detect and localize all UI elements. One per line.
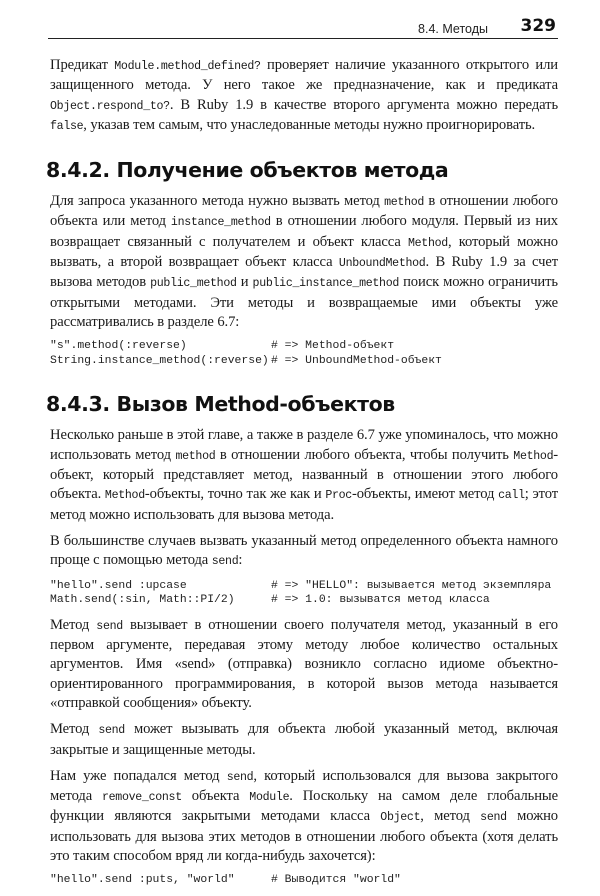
text: может вызывать для объекта любой указанный метод, включая закрытые и защищенные методы.: [50, 721, 558, 758]
code-text: String.instance_method(:reverse): [50, 354, 269, 367]
inline-code: send: [98, 724, 125, 738]
text: Предикат: [50, 57, 115, 73]
inline-code: Method: [104, 489, 145, 503]
header-section-title: 8.4. Методы: [418, 22, 488, 36]
text: в отношении любого объекта или метод: [50, 193, 558, 230]
inline-code: method: [175, 449, 216, 463]
inline-code: Object: [380, 811, 421, 825]
intro-paragraph: [50, 56, 558, 136]
text: Нам уже попадался метод: [50, 767, 227, 784]
code-comment: # Выводится "world": [271, 874, 401, 887]
inline-code: instance_method: [170, 216, 271, 230]
code-line: [50, 593, 558, 608]
inline-code: public_method: [150, 277, 237, 291]
text: -объект, который представляет метод, названный в отношении этого любого объекта.: [50, 446, 559, 503]
inline-code: send: [96, 619, 123, 633]
text: Метод: [50, 616, 97, 633]
text: в отношении любого объекта, чтобы получить: [215, 446, 514, 463]
section-heading-8-4-2: 8.4.2. Получение объектов метода: [46, 158, 449, 183]
code-line: [50, 354, 558, 369]
inline-code: Method: [407, 236, 448, 250]
inline-code: send: [480, 811, 507, 825]
text: , указав тем самым, что унаследованные методы нужно проигнорировать.: [83, 116, 536, 133]
text: В большинстве случаев вызвать указанный метод определенного объекта намного проще с помощью метода: [50, 532, 558, 569]
code-line: [50, 579, 558, 594]
code-example-send: [50, 579, 558, 608]
code-line: [50, 873, 558, 888]
text: Для запроса указанного метода нужно вызвать метод: [50, 193, 385, 210]
inline-code: Module.method_defined?: [114, 60, 261, 73]
inline-code: false: [50, 119, 84, 133]
text: -объекты, точно так же как и: [144, 486, 326, 503]
text: . В Ruby 1.9 за счет вызова методов: [50, 254, 558, 291]
code-text: "hello".send :puts, "world": [50, 874, 235, 887]
section-8-4-3-paragraph-3: [50, 616, 558, 713]
code-comment: # => Method-объект: [271, 340, 395, 353]
inline-code: Method: [513, 449, 554, 463]
code-example-send-puts: [50, 873, 558, 888]
inline-code: Module: [249, 791, 290, 805]
text: в отношении любого модуля. Первый из них возвращает связанный с получателем и объект класса: [50, 213, 558, 250]
section-8-4-3-paragraph-1: [50, 426, 558, 524]
code-text: Math.send(:sin, Math::PI/2): [50, 594, 235, 607]
text: -объекты, имеют метод: [351, 486, 499, 503]
running-header: [48, 16, 558, 39]
page-body: [46, 56, 559, 896]
text: . В Ruby 1.9 в качестве второго аргумента можно передать: [169, 96, 558, 113]
text: , который можно вызвать, а второй возвращает объект класса: [50, 233, 558, 271]
text: можно использовать для вызова этих методов в отношении любого объекта (хотя делать это таким способом вряд ли когда-нибудь захочется):: [50, 808, 558, 864]
inline-code: public_instance_method: [252, 277, 400, 291]
inline-code: Object.respond_to?: [50, 99, 170, 113]
section-8-4-3-paragraph-5: [50, 767, 558, 866]
code-line: [50, 339, 558, 354]
inline-code: Proc: [325, 489, 352, 503]
inline-code: send: [211, 555, 239, 569]
inline-code: method: [384, 196, 425, 210]
text: и: [236, 274, 253, 291]
code-comment: # => "HELLO": вызывается метод экземпляра: [271, 579, 552, 592]
code-comment: # => UnboundMethod-объект: [271, 354, 442, 367]
text: поиск можно ограничить открытыми методами. Эти методы и возвращаемые ими объекты уже рассматривались в разделе 6.7:: [50, 274, 558, 330]
text: , метод: [420, 808, 481, 825]
code-text: "hello".send :upcase: [50, 579, 187, 592]
code-example-method-objects: [50, 339, 558, 368]
code-comment: # => 1.0: вызыватся метод класса: [271, 594, 490, 607]
code-text: "s".method(:reverse): [50, 340, 187, 353]
text: вызывает в отношении своего получателя метод, указанный в его первом аргументе, передавая этому методу любое количество остальных аргументов. Имя «send» (отправка) возникло согласно идиоме объектно-ориентированного программирования, в которой вызов метода называется «отправкой сообщения» объекту.: [50, 616, 558, 711]
section-8-4-3-paragraph-4: [50, 720, 558, 760]
text: Несколько раньше в этой главе, а также в разделе 6.7 уже упоминалось, что можно использовать метод: [50, 427, 558, 463]
inline-code: UnboundMethod: [338, 257, 426, 271]
inline-code: send: [226, 770, 254, 784]
section-8-4-2-paragraph: [50, 192, 558, 332]
section-8-4-3-paragraph-2: [50, 532, 558, 572]
page-number: 329: [520, 16, 556, 36]
text: Метод: [50, 721, 99, 738]
inline-code: remove_const: [101, 791, 182, 805]
section-heading-8-4-3: 8.4.3. Вызов Method-объектов: [46, 392, 395, 417]
text: . Поскольку на самом деле глобальные функции являются закрытыми методами класса: [50, 788, 559, 825]
text: ; этот метод можно использовать для вызова метода.: [50, 486, 558, 523]
text: :: [238, 552, 243, 569]
text: объекта: [181, 788, 250, 805]
inline-code: call: [498, 489, 525, 503]
text: , который использовался для вызова закрытого метода: [50, 767, 558, 805]
text: проверяет наличие указанного открытого или защищенного метода. У него такое же предназначение, как и предиката: [50, 57, 559, 94]
